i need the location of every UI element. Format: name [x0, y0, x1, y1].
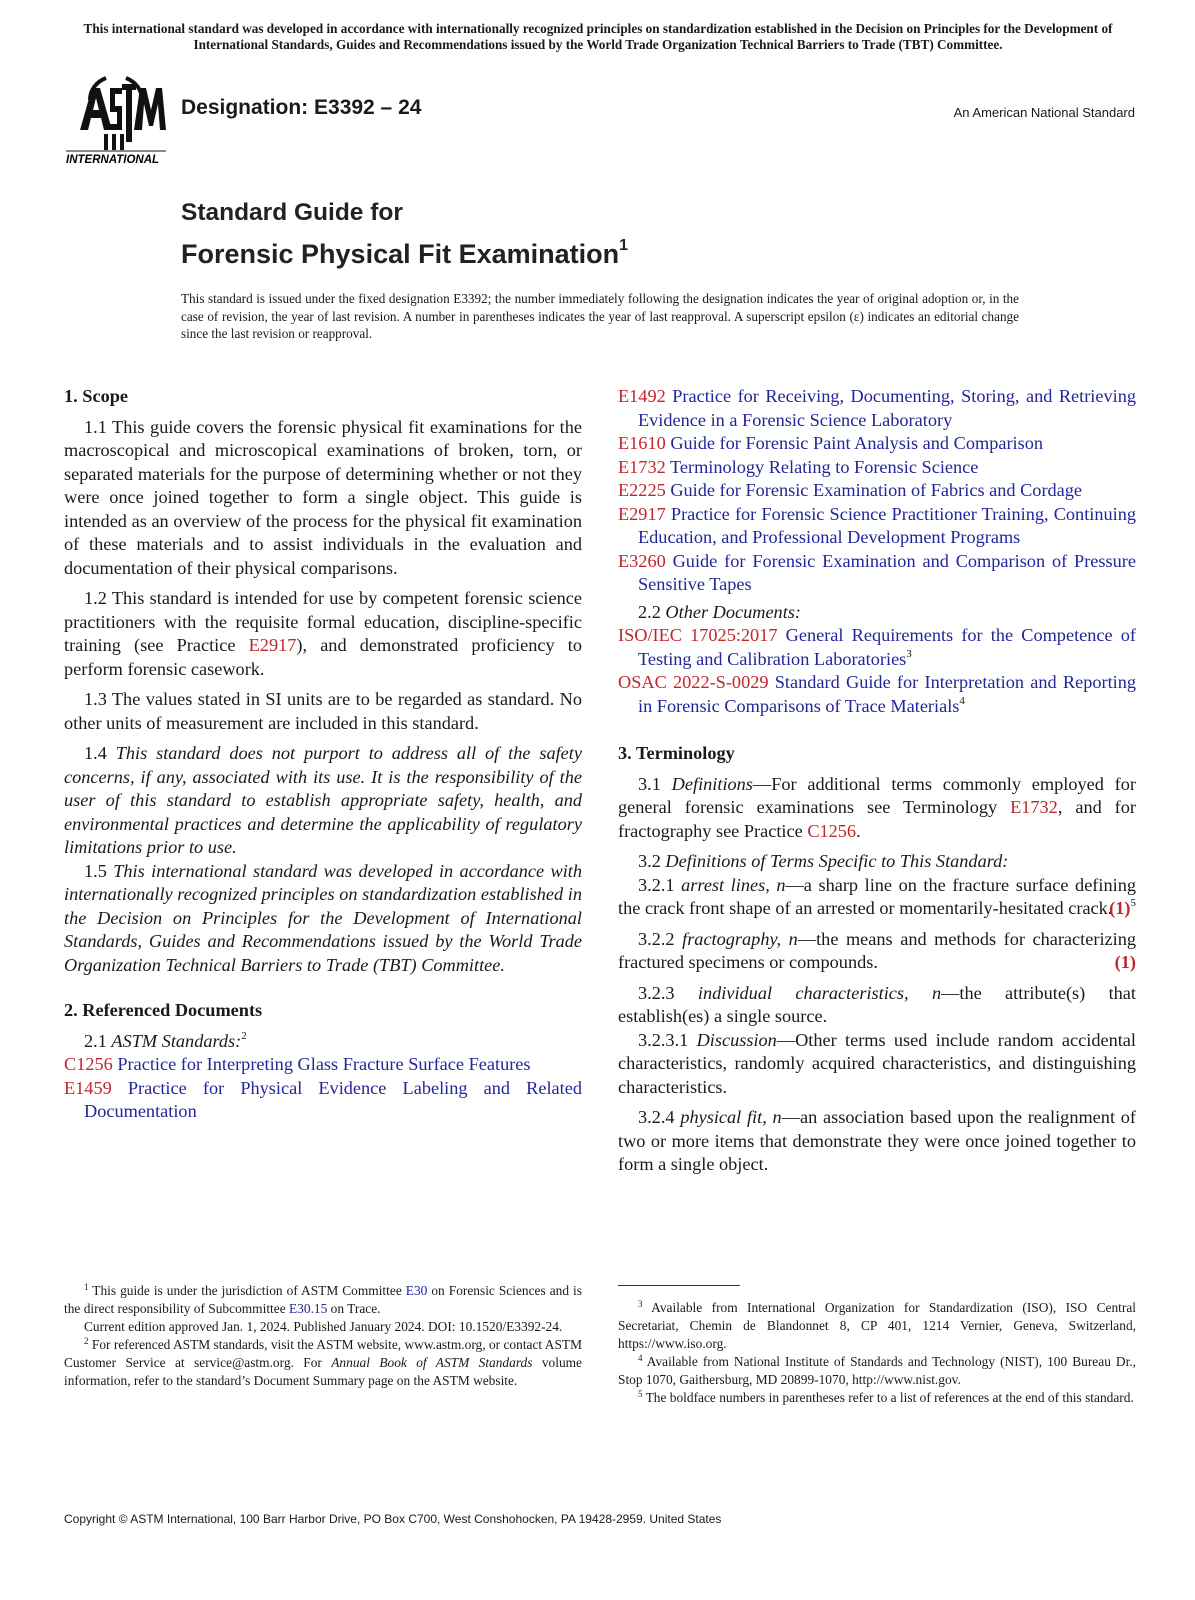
footnotes-left: [64, 1282, 582, 1390]
ref-code-link[interactable]: E1610: [618, 433, 666, 453]
footnote-3-text: Available from International Organization for Standardization (ISO), ISO Central Secretariat, Chemin de Blandonnet 8, CP 401, 1214 Vernier, Geneva, Switzerland, https://www.iso.org.: [618, 1300, 1136, 1351]
ref-item: [618, 550, 1136, 597]
para-3-2-3-1-term: Discussion: [696, 1029, 777, 1050]
ref-item: [618, 456, 1136, 480]
para-3-1-term: Definitions: [671, 773, 753, 794]
ref-code-link[interactable]: E2917: [618, 503, 666, 524]
ref-code-link[interactable]: OSAC 2022-S-0029: [618, 672, 769, 692]
footnote-2: [64, 1336, 582, 1390]
reference-number-link[interactable]: (1): [1114, 952, 1136, 972]
ref-title-link[interactable]: Guide for Forensic Examination of Fabrics and Cordage: [670, 480, 1083, 500]
para-1-4: [64, 742, 582, 860]
other-documents-label: [618, 601, 1136, 625]
para-3-2-3-1-num: 3.2.3.1: [638, 1029, 697, 1050]
ref-code-link[interactable]: E3260: [618, 550, 666, 571]
ref-item: [618, 624, 1136, 671]
footnote-2-italic: Annual Book of ASTM Standards: [331, 1355, 533, 1370]
ref-item: [618, 479, 1136, 503]
ref-item: [64, 1077, 582, 1124]
ref-title-link[interactable]: Terminology Relating to Forensic Science: [669, 456, 979, 477]
para-1-1: 1.1 This guide covers the forensic physical fit examinations for the macroscopical and microscopical examinations of broken, torn, or separated materials for the purpose of determining whether or not they were once joined together to form a single object. This guide is intended as an overview of the process for the physical fit examination of these materials and to assist individuals in the evaluation and documentation of their physical comparisons.: [64, 416, 582, 578]
other-label-text: Other Documents:: [665, 601, 801, 622]
footnote-4: [618, 1353, 1136, 1389]
footnote-mark: 4: [638, 1353, 643, 1363]
footnote-5-text: The boldface numbers in parentheses refer to a list of references at the end of this standard.: [642, 1390, 1134, 1405]
para-1-2: [64, 587, 582, 681]
ref-footnote-mark[interactable]: 3: [906, 647, 912, 660]
issue-note: This standard is issued under the fixed designation E3392; the number immediately following the designation indicates the year of original adoption or, in the case of revision, the year of last revision. A number in parentheses indicates the year of last reapproval. A superscript epsilon (ε) indicates an editorial change since the last revision or reapproval.: [181, 291, 1019, 341]
ref-title-link[interactable]: Practice for Interpreting Glass Fracture Surface Features: [117, 1054, 531, 1074]
footnote-mark: 2: [84, 1336, 89, 1346]
para-1-5-num: 1.5: [84, 860, 114, 881]
para-3-2-3-num: 3.2.3: [638, 982, 698, 1003]
para-3-2-3-1: [618, 1029, 1136, 1100]
footnote-1: [64, 1282, 582, 1318]
astm-label-num: 2.1: [84, 1030, 112, 1051]
link-e30-15[interactable]: E30.15: [289, 1301, 328, 1316]
ref-item: [618, 385, 1136, 432]
astm-label-text: ASTM Standards:: [111, 1030, 242, 1051]
left-column: [64, 385, 582, 1124]
link-c1256[interactable]: C1256: [807, 820, 857, 841]
ref-title-link[interactable]: Practice for Receiving, Documenting, Storing, and Retrieving Evidence in a Forensic Science Laboratory: [638, 386, 1136, 430]
footnote-1-end: on Trace.: [327, 1301, 381, 1316]
para-1-3: 1.3 The values stated in SI units are to be regarded as standard. No other units of measurement are included in this standard.: [64, 689, 582, 733]
para-3-2-3-text: —the attribute(s) that establish(es) a single source.: [618, 982, 1137, 1026]
para-3-2-2-term: fractography, n: [682, 928, 798, 949]
footnote-mark: 3: [638, 1299, 643, 1309]
ref-code-link[interactable]: E1732: [618, 456, 666, 477]
ref-item: [618, 503, 1136, 550]
american-national-standard: An American National Standard: [953, 105, 1135, 120]
para-3-2-1-text: —a sharp line on the fracture surface defining the crack front shape of an arrested or momentarily-hesitated crack.: [618, 874, 1136, 918]
section-terminology-heading: 3. Terminology: [618, 743, 735, 763]
astm-footnote-mark[interactable]: 2: [241, 1029, 247, 1042]
ref-title-link[interactable]: Standard Guide for Interpretation and Reporting in Forensic Comparisons of Trace Materials: [638, 672, 1137, 716]
astm-logo: [66, 70, 166, 166]
ref-code-link[interactable]: E1492: [618, 386, 666, 406]
para-3-2-1: [618, 874, 1136, 921]
wto-notice: This international standard was developed in accordance with internationally recognized principles on standardization established in the Decision on Principles for the Development of International Standards, Guides and Recommendations issued by the World Trade Organization Technical Barriers to Trade (TBT) Committee.: [83, 21, 1113, 52]
astm-standards-label: [64, 1030, 582, 1054]
para-1-4-num: 1.4: [84, 743, 116, 763]
ref-title-link[interactable]: Guide for Forensic Paint Analysis and Comparison: [670, 433, 1044, 453]
para-3-2-3-term: individual characteristics, n: [697, 982, 942, 1003]
ref-item: [64, 1053, 582, 1077]
ref-title-link[interactable]: Practice for Forensic Science Practitioner Training, Continuing Education, and Professional Development Programs: [638, 503, 1136, 547]
title-text: Forensic Physical Fit Examination: [181, 239, 620, 269]
para-3-2-4-text: —an association based upon the realignment of two or more items that demonstrate they were once joined together to form a single object.: [618, 1107, 1136, 1174]
ref-code-link[interactable]: ISO/IEC 17025:2017: [618, 625, 778, 645]
para-3-2-4-num: 3.2.4: [638, 1107, 681, 1127]
section-scope-heading: 1. Scope: [64, 386, 128, 406]
para-3-2-2-text: —the means and methods for characterizing fractured specimens or compounds.: [618, 928, 1136, 972]
footnote-2-end: volume information, refer to the standard’s Document Summary page on the ASTM website.: [64, 1355, 583, 1388]
para-3-2-4-term: physical fit, n: [680, 1107, 782, 1127]
para-3-2-text: Definitions of Terms Specific to This Standard:: [665, 851, 1009, 871]
title-footnote-mark[interactable]: 1: [619, 237, 629, 254]
para-3-2: [618, 850, 1136, 874]
ref-footnote-mark[interactable]: 5: [1130, 897, 1136, 909]
para-1-5: [64, 860, 582, 978]
footnote-5: [618, 1389, 1136, 1407]
footnote-3: [618, 1299, 1136, 1353]
ref-code-link[interactable]: E2225: [618, 480, 666, 500]
footnote-1-text: This guide is under the jurisdiction of ASTM Committee: [88, 1283, 406, 1298]
para-3-1-num: 3.1: [638, 773, 672, 794]
para-3-2-1-num: 3.2.1: [638, 874, 682, 895]
footnote-2-text: For referenced ASTM standards, visit the ASTM website, www.astm.org, or contact ASTM Customer Service at service@astm.org. For: [64, 1337, 582, 1370]
section-references-heading: 2. Referenced Documents: [64, 1000, 263, 1020]
right-column: [618, 385, 1136, 1177]
para-3-1-text: —For additional terms commonly employed for general forensic examinations see Terminology: [618, 773, 1136, 817]
other-label-num: 2.2: [638, 601, 666, 622]
link-e1732[interactable]: E1732: [1010, 797, 1058, 817]
para-3-2-2-num: 3.2.2: [638, 928, 683, 949]
title-line2: [181, 229, 628, 271]
para-3-1-text-2: , and for fractography see Practice: [618, 797, 1136, 841]
ref-item: [618, 432, 1136, 456]
para-3-2-3: [618, 982, 1136, 1029]
ref-code-link[interactable]: C1256: [64, 1054, 113, 1074]
para-3-2-3-1-text: —Other terms used include random accidental characteristics, randomly acquired characteristics, and distinguishing characteristics.: [618, 1029, 1137, 1097]
para-3-1-end: .: [856, 820, 861, 841]
link-e30[interactable]: E30: [405, 1283, 428, 1298]
para-1-2-text: 1.2 This standard is intended for use by competent forensic science practitioners with the requisite formal education, discipline-specific training (see Practice: [64, 588, 582, 655]
footnote-1-text-2: on Forensic Sciences and is the direct responsibility of Subcommittee: [64, 1283, 582, 1316]
logo-text: INTERNATIONAL: [66, 154, 160, 166]
reference-number-link[interactable]: (1): [1109, 898, 1131, 918]
copyright: Copyright © ASTM International, 100 Barr Harbor Drive, PO Box C700, West Conshohocken, PA 19428-2959. United States: [64, 1512, 722, 1526]
page-title: [181, 197, 628, 271]
title-line1: Standard Guide for: [181, 199, 403, 226]
ref-title-link[interactable]: Guide for Forensic Examination and Comparison of Pressure Sensitive Tapes: [638, 550, 1136, 594]
footnote-1-edition: Current edition approved Jan. 1, 2024. Published January 2024. DOI: 10.1520/E3392-24.: [84, 1319, 563, 1334]
para-3-2-1-term: arrest lines, n: [681, 874, 786, 895]
link-e2917[interactable]: E2917: [248, 635, 297, 655]
para-1-5-text: This international standard was developed in accordance with internationally recognized principles on standardization established in the Decision on Principles for the Development of International Standards, Guides and Recommendations issued by the World Trade Organization Technical Barriers to Trade (TBT) Committee.: [64, 860, 583, 975]
ref-code-link[interactable]: E1459: [64, 1077, 112, 1098]
footnote-mark: 1: [84, 1282, 89, 1292]
ref-footnote-mark[interactable]: 4: [959, 694, 965, 707]
footnote-divider: [618, 1285, 740, 1286]
footnote-mark: 5: [638, 1389, 643, 1399]
para-1-4-text: This standard does not purport to address all of the safety concerns, if any, associated with its use. It is the responsibility of the user of this standard to establish appropriate safety, health, and environmental practices and determine the applicability of regulatory limitations prior to use.: [64, 743, 582, 857]
footnotes-right: [618, 1299, 1136, 1407]
ref-title-link[interactable]: Practice for Physical Evidence Labeling and Related Documentation: [84, 1077, 582, 1121]
footnote-4-text: Available from National Institute of Standards and Technology (NIST), 100 Bureau Dr., Stop 1070, Gaithersburg, MD 20899-1070, http://www.nist.gov.: [618, 1354, 1136, 1387]
designation: Designation: E3392 – 24: [181, 96, 422, 119]
para-3-1: [618, 773, 1136, 844]
ref-item: [618, 671, 1136, 718]
para-3-2-4: [618, 1106, 1136, 1177]
para-3-2-num: 3.2: [638, 851, 666, 871]
ref-title-link[interactable]: General Requirements for the Competence of Testing and Calibration Laboratories: [638, 625, 1136, 669]
para-1-2-text-end: ), and demonstrated proficiency to perform forensic casework.: [64, 635, 583, 679]
